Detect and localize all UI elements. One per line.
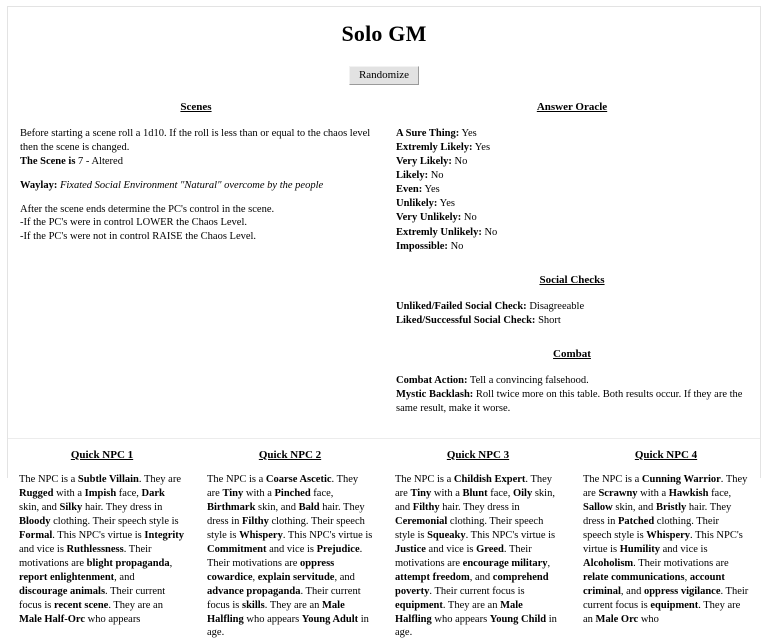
npc-trait: Impish: [84, 487, 117, 499]
npc-trait: Blunt: [462, 487, 488, 499]
npc-text: , and: [334, 571, 355, 583]
npc-text: with a: [431, 487, 463, 499]
scenes-column: [8, 101, 384, 416]
oracle-row-label: Unlikely:: [396, 198, 438, 210]
npc-trait: Bristly: [655, 501, 687, 513]
mystic-backlash-row: [396, 388, 748, 416]
waylay-line: [20, 179, 372, 193]
npc-text: . Their current focus is: [19, 585, 166, 611]
npc-text: . They are: [583, 473, 748, 499]
npc-text: . This NPC's virtue is: [583, 529, 743, 555]
npc-trait: Integrity: [144, 529, 185, 541]
npc-trait: blight propaganda: [86, 557, 170, 569]
waylay-value: Fixated Social Environment "Natural" overcome by the people: [59, 179, 324, 191]
npc-text: The NPC is a: [583, 473, 642, 485]
oracle-row: [396, 240, 748, 254]
npc-trait: skills: [242, 599, 265, 611]
scene-result: [20, 155, 372, 169]
npc-text: hair. They dress in: [583, 501, 732, 527]
npc-text: face,: [116, 487, 142, 499]
npc-text: ,: [252, 571, 258, 583]
npc-trait: Male Orc: [595, 613, 639, 625]
npc-text: The NPC is a: [19, 473, 78, 485]
scenes-outro-line-3: -If the PC's were not in control RAISE the Chaos Level.: [20, 231, 257, 243]
oracle-column: [384, 101, 760, 416]
npc-text: . This NPC's virtue is: [52, 529, 145, 541]
scenes-outro-line-2: -If the PC's were in control LOWER the Chaos Level.: [20, 217, 248, 229]
oracle-row-value: No: [461, 212, 477, 224]
oracle-row: [396, 183, 748, 197]
npc-description-3: [395, 473, 561, 640]
npc-text: clothing. Their speech style is: [207, 515, 365, 541]
npc-text: . Their motivations are: [395, 543, 532, 569]
oracle-row-value: No: [447, 240, 464, 252]
oracle-row-value: Yes: [437, 198, 455, 210]
npc-text: and vice is: [19, 543, 67, 555]
answer-oracle-list: [396, 127, 748, 254]
npc-trait: Greed: [476, 543, 504, 555]
scene-result-label: The Scene is: [20, 155, 76, 167]
npc-text: . Their current focus is: [207, 585, 361, 611]
npc-trait: Sallow: [583, 501, 613, 513]
npc-text: . Their motivations are: [633, 557, 729, 569]
npc-trait: Coarse Ascetic: [265, 473, 332, 485]
npc-text: . They are: [207, 473, 359, 499]
npc-text: face,: [310, 487, 334, 499]
oracle-row-label: Very Likely:: [396, 156, 452, 168]
social-checks-heading: Social Checks: [539, 273, 605, 286]
npc-trait: Young Adult: [301, 613, 359, 625]
npc-text: The NPC is a: [207, 473, 266, 485]
npc-trait: Prejudice: [316, 543, 360, 555]
npc-text: hair. They dress in: [207, 501, 365, 527]
npc-text: with a: [637, 487, 669, 499]
npc-trait: Subtle Villain: [77, 473, 139, 485]
npc-text: who appears: [85, 613, 141, 625]
oracle-row: [396, 300, 748, 314]
npc-text: clothing. Their speech style is: [583, 515, 720, 541]
oracle-row-label: Very Unlikely:: [396, 212, 462, 224]
oracle-row-label: Likely:: [396, 170, 429, 182]
npc-description-4: [583, 473, 749, 626]
npc-text: The NPC is a: [395, 473, 454, 485]
npc-trait: Justice: [395, 543, 426, 555]
npc-text: who: [638, 613, 659, 625]
npc-text: . Their motivations are: [207, 543, 363, 569]
npc-trait: Whispery: [239, 529, 283, 541]
npc-text: with a: [53, 487, 85, 499]
npc-trait: Commitment: [207, 543, 267, 555]
oracle-row-label: Impossible:: [396, 240, 448, 252]
npc-trait: Oily: [512, 487, 533, 499]
scenes-heading: Scenes: [180, 101, 212, 114]
npc-trait: Young Child: [489, 613, 547, 625]
npc-column-2: [196, 449, 384, 640]
npc-trait: comprehend poverty: [395, 571, 549, 597]
npc-trait: Ceremonial: [395, 515, 448, 527]
page-container: [7, 6, 761, 639]
npc-text: . They are an: [583, 599, 741, 625]
npc-text: , and: [114, 571, 135, 583]
npc-text: who appears: [243, 613, 302, 625]
npc-trait: report enlightenment: [19, 571, 115, 583]
npc-trait: explain servitude: [257, 571, 335, 583]
npc-trait: Ruthlessness: [66, 543, 124, 555]
oracle-row: [396, 197, 748, 211]
npc-text: with a: [243, 487, 275, 499]
oracle-row-label: Liked/Successful Social Check:: [396, 314, 536, 326]
npc-trait: Filthy: [412, 501, 440, 513]
oracle-row-label: Unliked/Failed Social Check:: [396, 300, 527, 312]
npc-text: . Their motivations are: [19, 543, 152, 569]
npc-text: . This NPC's virtue is: [465, 529, 556, 541]
npc-column-4: [572, 449, 760, 640]
npc-column-3: [384, 449, 572, 640]
npc-trait: Whispery: [646, 529, 691, 541]
npc-text: ,: [547, 557, 551, 569]
npc-trait: Tiny: [410, 487, 432, 499]
npc-heading-3: Quick NPC 3: [446, 448, 510, 461]
npc-text: . They are: [395, 473, 553, 499]
npc-heading-4: Quick NPC 4: [634, 448, 698, 461]
npc-text: ,: [684, 571, 690, 583]
npc-trait: Filthy: [242, 515, 269, 527]
npc-trait: relate communications: [583, 571, 685, 583]
npc-trait: Bloody: [19, 515, 51, 527]
npc-trait: attempt freedom: [395, 571, 470, 583]
npc-trait: Humility: [619, 543, 661, 555]
npc-trait: encourage military: [462, 557, 548, 569]
oracle-row-value: No: [428, 170, 444, 182]
toolbar: [8, 65, 760, 85]
combat-heading: Combat: [553, 347, 591, 360]
npc-trait: Squeaky: [427, 529, 466, 541]
npc-text: skin, and: [612, 501, 656, 513]
npc-text: face,: [708, 487, 732, 499]
npc-text: in age.: [207, 613, 369, 639]
npc-text: , and: [620, 585, 644, 597]
oracle-row-value: Yes: [472, 142, 491, 154]
npc-heading-2: Quick NPC 2: [258, 448, 322, 461]
npc-trait: Alcoholism: [583, 557, 634, 569]
npc-trait: Cunning Warrior: [641, 473, 721, 485]
combat-action-value: Tell a convincing falsehood.: [469, 374, 589, 386]
npc-trait: Pinched: [274, 487, 311, 499]
npc-trait: Hawkish: [668, 487, 709, 499]
npc-text: clothing. Their speech style is: [50, 515, 179, 527]
npc-trait: oppress vigilance: [643, 585, 721, 597]
oracle-row-label: Extremly Unlikely:: [396, 226, 482, 238]
scenes-outro-line-1: After the scene ends determine the PC's control in the scene.: [20, 203, 275, 215]
main-two-column-area: [8, 101, 760, 416]
scenes-intro: Before starting a scene roll a 1d10. If the roll is less than or equal to the chaos level then the scene is changed.: [20, 128, 371, 153]
npc-trait: Silky: [59, 501, 83, 513]
npc-trait: Rugged: [19, 487, 54, 499]
npc-trait: account criminal: [583, 571, 725, 597]
social-checks-list: [396, 300, 748, 328]
npc-text: and vice is: [425, 543, 477, 555]
npc-trait: Scrawny: [598, 487, 638, 499]
mystic-backlash-value: Roll twice more on this table. Both results occur. If they are the same result, make it worse.: [396, 388, 743, 414]
npc-text: face,: [487, 487, 513, 499]
npc-text: and vice is: [266, 543, 317, 555]
npc-trait: oppress cowardice: [207, 557, 335, 583]
npc-text: . Their current focus is: [583, 585, 749, 611]
randomize-button[interactable]: Randomize: [349, 66, 419, 85]
oracle-row-value: No: [451, 156, 468, 168]
npc-description-1: [19, 473, 185, 626]
npc-trait: equipment: [650, 599, 699, 611]
npc-trait: Male Halfling: [395, 599, 523, 625]
oracle-row: [396, 169, 748, 183]
npc-text: skin, and: [395, 487, 555, 513]
npc-trait: Male Halfling: [207, 599, 345, 625]
npc-text: hair. They dress in: [439, 501, 520, 513]
npc-trait: Childish Expert: [453, 473, 526, 485]
npc-trait: discourage animals: [19, 585, 106, 597]
npc-text: who appears: [431, 613, 490, 625]
npc-text: . They are an: [442, 599, 501, 611]
npc-section-divider: [8, 438, 760, 439]
npc-trait: Formal: [19, 529, 53, 541]
npc-text: skin, and: [255, 501, 299, 513]
oracle-row-label: Extremly Likely:: [396, 142, 473, 154]
oracle-row-value: Yes: [459, 128, 477, 140]
npc-text: . Their current focus is: [429, 585, 525, 597]
mystic-backlash-label: Mystic Backlash:: [396, 388, 474, 400]
oracle-row-value: No: [481, 226, 498, 238]
npc-description-2: [207, 473, 373, 640]
npc-text: skin, and: [19, 501, 60, 513]
npc-column-1: [8, 449, 196, 640]
npc-trait: recent scene: [54, 599, 109, 611]
npc-text: and vice is: [660, 543, 708, 555]
scene-result-value: 7 - Altered: [78, 155, 123, 167]
oracle-row: [396, 155, 748, 169]
npc-text: in age.: [395, 613, 557, 639]
oracle-row: [396, 226, 748, 240]
oracle-row: [396, 127, 748, 141]
oracle-row: [396, 314, 748, 328]
npc-trait: advance propaganda: [207, 585, 301, 597]
page-title: Solo GM: [341, 21, 427, 46]
oracle-row-value: Short: [535, 314, 561, 326]
npc-text: clothing. Their speech style is: [395, 515, 544, 541]
oracle-row-label: A Sure Thing:: [396, 128, 460, 140]
oracle-row-value: Yes: [422, 184, 440, 196]
oracle-row: [396, 211, 748, 225]
combat-action-label: Combat Action:: [396, 374, 468, 386]
npc-trait: Tiny: [222, 487, 244, 499]
npc-text: , and: [469, 571, 493, 583]
waylay-label: Waylay:: [20, 179, 58, 191]
quick-npc-row: [8, 449, 760, 640]
oracle-row: [396, 141, 748, 155]
npc-trait: Patched: [618, 515, 655, 527]
npc-text: hair. They dress in: [82, 501, 163, 513]
npc-text: . They are an: [264, 599, 323, 611]
combat-action-row: [396, 374, 748, 388]
npc-text: . They are: [138, 473, 181, 485]
npc-trait: Male Half-Orc: [19, 613, 85, 625]
npc-trait: Dark: [141, 487, 165, 499]
npc-text: . They are an: [108, 599, 163, 611]
npc-heading-1: Quick NPC 1: [70, 448, 134, 461]
oracle-row-label: Even:: [396, 184, 423, 196]
npc-trait: Birthmark: [207, 501, 256, 513]
combat-list: [396, 374, 748, 416]
npc-trait: Bald: [298, 501, 320, 513]
oracle-row-value: Disagreeable: [526, 300, 585, 312]
npc-text: ,: [169, 557, 173, 569]
npc-text: . This NPC's virtue is: [282, 529, 373, 541]
answer-oracle-heading: Answer Oracle: [536, 101, 608, 114]
npc-trait: equipment: [395, 599, 443, 611]
